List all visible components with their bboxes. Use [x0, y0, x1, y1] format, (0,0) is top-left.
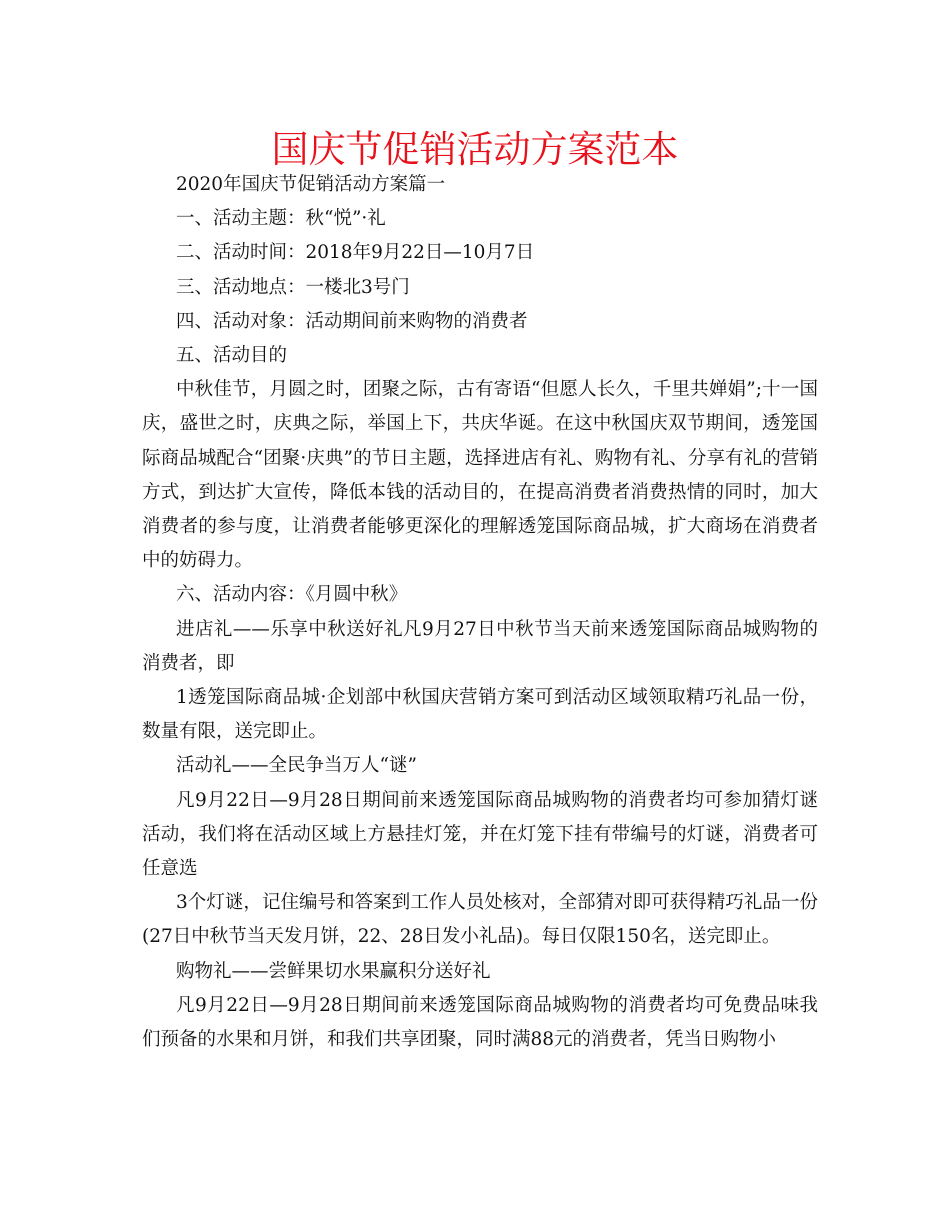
section-heading: 2020年国庆节促销活动方案篇一 — [176, 174, 446, 195]
activity-location: 三、活动地点：一楼北3号门 — [176, 276, 410, 298]
document-title: 国庆节促销活动方案范本 — [271, 128, 679, 171]
activity-audience: 四、活动对象：活动期间前来购物的消费者 — [176, 310, 528, 332]
activity-time: 二、活动时间：2018年9月22日—10月7日 — [176, 242, 535, 264]
activity-theme: 一、活动主题：秋“悦”·礼 — [176, 208, 386, 230]
lantern-riddle-paragraph: 凡9月22日—9月28日期间前来透笼国际商品城购物的消费者均可参加猜灯谜活动，我们将在活动区域上方悬挂灯笼，并在灯笼下挂有带编号的灯谜，消费者可任意选 — [142, 789, 818, 880]
document-body — [142, 168, 818, 1057]
shopping-gift-heading: 购物礼——尝鲜果切水果赢积分送好礼 — [176, 960, 491, 982]
activity-purpose-heading: 五、活动目的 — [176, 345, 288, 367]
activity-purpose-paragraph: 中秋佳节，月圆之时，团聚之际，古有寄语“但愿人长久，千里共婵娟”;十一国庆，盛世之时，庆典之际，举国上下，共庆华诞。在这中秋国庆双节期间，透笼国际商品城配合“团聚·庆典”的节日主题，选择进店有礼、购物有礼、分享有礼的营销方式，到达扩大宣传，降低本钱的活动目的，在提高消费者消费热情的同时，加大消费者的参与度，让消费者能够更深化的理解透笼国际商品城，扩大商场在消费者中的妨碍力。 — [142, 379, 818, 572]
activity-gift-heading: 活动礼——全民争当万人“谜” — [176, 755, 417, 777]
entry-gift-paragraph: 进店礼——乐享中秋送好礼凡9月27日中秋节当天前来透笼国际商品城购物的消费者，即 — [142, 618, 818, 674]
activity-content-heading: 六、活动内容：《月圆中秋》 — [176, 584, 408, 606]
shopping-gift-paragraph: 凡9月22日—9月28日期间前来透笼国际商品城购物的消费者均可免费品味我们预备的水果和月饼，和我们共享团聚，同时满88元的消费者，凭当日购物小 — [142, 994, 818, 1051]
riddle-rules-paragraph: 3个灯谜，记住编号和答案到工作人员处核对，全部猜对即可获得精巧礼品一份(27日中秋节当天发月饼，22、28日发小礼品)。每日仅限150名，送完即止。 — [142, 892, 818, 948]
entry-gift-detail-paragraph: 1透笼国际商品城·企划部中秋国庆营销方案可到活动区域领取精巧礼品一份，数量有限，送完即止。 — [142, 687, 818, 743]
